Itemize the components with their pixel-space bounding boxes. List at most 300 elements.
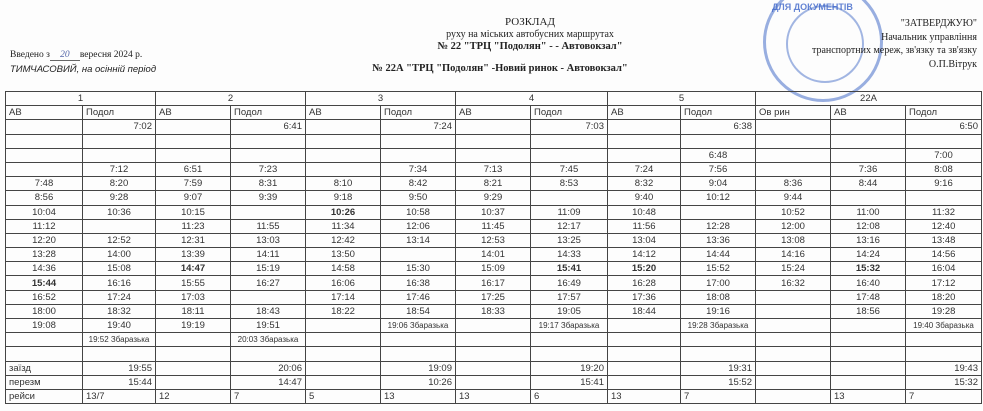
time-cell: 9:18 bbox=[306, 191, 381, 205]
table-row bbox=[6, 304, 982, 318]
time-cell: 7:12 bbox=[83, 162, 156, 176]
group-header: 4 bbox=[456, 92, 608, 106]
route-22a-title: № 22А "ТРЦ "Подолян" -Новий ринок - Автовокзал" bbox=[372, 63, 628, 74]
time-cell: 9:44 bbox=[756, 191, 831, 205]
time-cell: 9:28 bbox=[83, 191, 156, 205]
time-cell bbox=[381, 248, 456, 262]
table-row bbox=[6, 262, 982, 276]
time-cell: 8:08 bbox=[906, 162, 982, 176]
time-cell: 6:38 bbox=[681, 120, 756, 134]
time-cell: 12:28 bbox=[681, 219, 756, 233]
time-cell bbox=[381, 148, 456, 162]
summary-value: 15:41 bbox=[531, 375, 608, 389]
time-cell: 11:45 bbox=[456, 219, 531, 233]
summary-value: 6 bbox=[531, 389, 608, 403]
time-cell: 10:52 bbox=[756, 205, 831, 219]
time-cell: 12:06 bbox=[381, 219, 456, 233]
time-cell: 13:04 bbox=[608, 233, 681, 247]
summary-row bbox=[6, 389, 982, 403]
table-row bbox=[6, 177, 982, 191]
time-cell bbox=[608, 148, 681, 162]
time-cell bbox=[906, 347, 982, 361]
time-cell bbox=[156, 347, 231, 361]
summary-value: 13 bbox=[831, 389, 906, 403]
column-header: АВ bbox=[608, 106, 681, 120]
column-header: Подол bbox=[83, 106, 156, 120]
time-cell: 16:27 bbox=[231, 276, 306, 290]
time-cell bbox=[608, 134, 681, 148]
time-cell: 17:00 bbox=[681, 276, 756, 290]
time-cell bbox=[306, 134, 381, 148]
time-cell: 15:19 bbox=[231, 262, 306, 276]
time-cell bbox=[906, 333, 982, 347]
time-cell: 13:14 bbox=[381, 233, 456, 247]
time-cell bbox=[608, 333, 681, 347]
time-cell: 17:25 bbox=[456, 290, 531, 304]
stamp-inner-ring bbox=[786, 5, 864, 83]
time-cell: 10:12 bbox=[681, 191, 756, 205]
time-cell: 6:41 bbox=[231, 120, 306, 134]
time-cell: 17:48 bbox=[831, 290, 906, 304]
time-cell: 14:16 bbox=[756, 248, 831, 262]
handwritten-day: 20 bbox=[50, 50, 80, 61]
column-header: АВ bbox=[6, 106, 83, 120]
time-cell: 17:46 bbox=[381, 290, 456, 304]
time-cell: 11:32 bbox=[906, 205, 982, 219]
time-cell: 14:33 bbox=[531, 248, 608, 262]
time-cell: 16:49 bbox=[531, 276, 608, 290]
group-header: 2 bbox=[156, 92, 306, 106]
time-cell: 13:28 bbox=[6, 248, 83, 262]
time-cell bbox=[231, 347, 306, 361]
time-cell: 16:16 bbox=[83, 276, 156, 290]
approve-position-1: Начальник управління bbox=[881, 32, 977, 43]
time-cell bbox=[156, 134, 231, 148]
time-cell bbox=[456, 347, 531, 361]
time-cell: 14:00 bbox=[83, 248, 156, 262]
time-cell: 12:08 bbox=[831, 219, 906, 233]
summary-label: перезм bbox=[6, 375, 83, 389]
time-cell: 9:16 bbox=[906, 177, 982, 191]
time-cell: 15:09 bbox=[456, 262, 531, 276]
time-cell: 11:55 bbox=[231, 219, 306, 233]
time-cell: 15:30 bbox=[381, 262, 456, 276]
stamp-text: ДЛЯ ДОКУМЕНТІВ bbox=[772, 2, 853, 12]
summary-value: 7 bbox=[906, 389, 982, 403]
time-cell: 11:56 bbox=[608, 219, 681, 233]
time-cell: 19:19 bbox=[156, 319, 231, 333]
column-header: АВ bbox=[831, 106, 906, 120]
summary-value: 13 bbox=[456, 389, 531, 403]
time-cell: 12:40 bbox=[906, 219, 982, 233]
time-cell bbox=[456, 120, 531, 134]
group-header: 3 bbox=[306, 92, 456, 106]
time-cell: 12:20 bbox=[6, 233, 83, 247]
temporary-note: ТИМЧАСОВИЙ, на осінній період bbox=[10, 64, 157, 75]
table-row bbox=[6, 290, 982, 304]
time-cell: 12:31 bbox=[156, 233, 231, 247]
time-cell bbox=[831, 333, 906, 347]
time-cell: 17:03 bbox=[156, 290, 231, 304]
time-cell: 10:26 bbox=[306, 205, 381, 219]
summary-value bbox=[306, 361, 381, 375]
time-cell: 7:24 bbox=[608, 162, 681, 176]
time-cell bbox=[531, 134, 608, 148]
time-cell: 16:04 bbox=[906, 262, 982, 276]
summary-value: 13 bbox=[381, 389, 456, 403]
time-cell bbox=[381, 347, 456, 361]
group-header-row bbox=[6, 92, 982, 106]
approve-heading: "ЗАТВЕРДЖУЮ" bbox=[900, 18, 977, 29]
time-cell: 12:17 bbox=[531, 219, 608, 233]
time-cell bbox=[83, 219, 156, 233]
time-cell: 16:38 bbox=[381, 276, 456, 290]
summary-value bbox=[306, 375, 381, 389]
time-cell: 14:47 bbox=[156, 262, 231, 276]
column-header: Подол bbox=[231, 106, 306, 120]
time-cell bbox=[6, 162, 83, 176]
time-cell bbox=[756, 304, 831, 318]
time-cell: 10:36 bbox=[83, 205, 156, 219]
summary-value bbox=[831, 361, 906, 375]
time-cell: 15:52 bbox=[681, 262, 756, 276]
time-cell: 12:53 bbox=[456, 233, 531, 247]
column-header: Подол bbox=[906, 106, 982, 120]
time-cell bbox=[906, 191, 982, 205]
summary-value bbox=[756, 389, 831, 403]
summary-value: 12 bbox=[156, 389, 231, 403]
time-cell: 15:55 bbox=[156, 276, 231, 290]
time-cell: 14:56 bbox=[906, 248, 982, 262]
time-cell: 14:36 bbox=[6, 262, 83, 276]
time-cell bbox=[831, 319, 906, 333]
time-cell: 19:40 Збаразька bbox=[906, 319, 982, 333]
summary-value bbox=[756, 361, 831, 375]
doc-subtitle: руху на міських автобусних маршрутах bbox=[446, 29, 614, 40]
time-cell bbox=[83, 347, 156, 361]
time-cell bbox=[306, 319, 381, 333]
group-header: 5 bbox=[608, 92, 756, 106]
time-cell: 19:51 bbox=[231, 319, 306, 333]
time-cell: 8:32 bbox=[608, 177, 681, 191]
time-cell: 13:39 bbox=[156, 248, 231, 262]
time-cell: 8:36 bbox=[756, 177, 831, 191]
time-cell bbox=[756, 134, 831, 148]
time-cell bbox=[156, 120, 231, 134]
time-cell: 18:08 bbox=[681, 290, 756, 304]
table-row bbox=[6, 276, 982, 290]
time-cell: 18:11 bbox=[156, 304, 231, 318]
column-header: АВ bbox=[156, 106, 231, 120]
column-header: Ов рин bbox=[756, 106, 831, 120]
time-cell: 18:56 bbox=[831, 304, 906, 318]
time-cell: 8:21 bbox=[456, 177, 531, 191]
summary-row bbox=[6, 361, 982, 375]
time-cell bbox=[681, 205, 756, 219]
time-cell: 19:28 bbox=[906, 304, 982, 318]
time-cell: 13:03 bbox=[231, 233, 306, 247]
time-cell: 19:40 bbox=[83, 319, 156, 333]
time-cell: 12:52 bbox=[83, 233, 156, 247]
doc-title: РОЗКЛАД bbox=[505, 16, 555, 28]
summary-value: 15:44 bbox=[83, 375, 156, 389]
time-cell bbox=[306, 120, 381, 134]
summary-value bbox=[608, 375, 681, 389]
time-cell: 6:48 bbox=[681, 148, 756, 162]
time-cell bbox=[6, 347, 83, 361]
summary-value: 5 bbox=[306, 389, 381, 403]
time-cell: 14:11 bbox=[231, 248, 306, 262]
time-cell: 13:36 bbox=[681, 233, 756, 247]
time-cell bbox=[608, 319, 681, 333]
time-cell bbox=[831, 120, 906, 134]
time-cell bbox=[381, 134, 456, 148]
time-cell bbox=[831, 191, 906, 205]
time-cell bbox=[456, 148, 531, 162]
time-cell bbox=[531, 347, 608, 361]
time-cell bbox=[756, 333, 831, 347]
time-cell: 8:53 bbox=[531, 177, 608, 191]
time-cell: 7:00 bbox=[906, 148, 982, 162]
time-cell: 7:03 bbox=[531, 120, 608, 134]
time-cell: 7:59 bbox=[156, 177, 231, 191]
time-cell: 18:33 bbox=[456, 304, 531, 318]
time-cell bbox=[381, 333, 456, 347]
time-cell bbox=[231, 148, 306, 162]
table-row bbox=[6, 319, 982, 333]
summary-value: 13/7 bbox=[83, 389, 156, 403]
summary-value: 19:20 bbox=[531, 361, 608, 375]
time-cell bbox=[83, 148, 156, 162]
time-cell bbox=[456, 319, 531, 333]
time-cell: 7:56 bbox=[681, 162, 756, 176]
time-cell bbox=[6, 148, 83, 162]
time-cell: 14:58 bbox=[306, 262, 381, 276]
time-cell: 13:16 bbox=[831, 233, 906, 247]
time-cell: 7:24 bbox=[381, 120, 456, 134]
table-row bbox=[6, 134, 982, 148]
time-cell bbox=[831, 148, 906, 162]
time-cell: 7:13 bbox=[456, 162, 531, 176]
summary-value bbox=[156, 361, 231, 375]
time-cell: 11:12 bbox=[6, 219, 83, 233]
schedule-table bbox=[5, 91, 982, 404]
summary-row bbox=[6, 375, 982, 389]
summary-value bbox=[756, 375, 831, 389]
time-cell bbox=[531, 333, 608, 347]
time-cell bbox=[608, 347, 681, 361]
time-cell bbox=[831, 347, 906, 361]
time-cell bbox=[681, 333, 756, 347]
time-cell: 7:45 bbox=[531, 162, 608, 176]
summary-value: 19:55 bbox=[83, 361, 156, 375]
table-row bbox=[6, 347, 982, 361]
time-cell: 13:48 bbox=[906, 233, 982, 247]
time-cell bbox=[756, 347, 831, 361]
time-cell: 12:42 bbox=[306, 233, 381, 247]
time-cell: 13:50 bbox=[306, 248, 381, 262]
time-cell bbox=[681, 134, 756, 148]
time-cell: 7:36 bbox=[831, 162, 906, 176]
time-cell: 7:02 bbox=[83, 120, 156, 134]
summary-value: 13 bbox=[608, 389, 681, 403]
column-header: АВ bbox=[456, 106, 531, 120]
time-cell: 13:08 bbox=[756, 233, 831, 247]
time-cell bbox=[6, 120, 83, 134]
time-cell: 6:51 bbox=[156, 162, 231, 176]
time-cell: 12:00 bbox=[756, 219, 831, 233]
time-cell: 8:10 bbox=[306, 177, 381, 191]
summary-value: 10:26 bbox=[381, 375, 456, 389]
time-cell: 8:56 bbox=[6, 191, 83, 205]
time-cell: 15:08 bbox=[83, 262, 156, 276]
time-cell bbox=[156, 148, 231, 162]
first-departure-row bbox=[6, 120, 982, 134]
time-cell: 13:25 bbox=[531, 233, 608, 247]
summary-value bbox=[456, 361, 531, 375]
summary-value bbox=[456, 375, 531, 389]
summary-label: заїзд bbox=[6, 361, 83, 375]
time-cell: 19:16 bbox=[681, 304, 756, 318]
summary-value: 20:06 bbox=[231, 361, 306, 375]
time-cell: 18:22 bbox=[306, 304, 381, 318]
time-cell bbox=[6, 333, 83, 347]
time-cell: 18:44 bbox=[608, 304, 681, 318]
time-cell bbox=[306, 347, 381, 361]
time-cell: 7:48 bbox=[6, 177, 83, 191]
time-cell: 14:24 bbox=[831, 248, 906, 262]
time-cell bbox=[906, 134, 982, 148]
time-cell: 14:01 bbox=[456, 248, 531, 262]
time-cell: 11:00 bbox=[831, 205, 906, 219]
time-cell: 9:04 bbox=[681, 177, 756, 191]
time-cell: 16:28 bbox=[608, 276, 681, 290]
time-cell: 9:50 bbox=[381, 191, 456, 205]
time-cell: 11:34 bbox=[306, 219, 381, 233]
effective-date bbox=[10, 50, 142, 61]
time-cell: 17:57 bbox=[531, 290, 608, 304]
time-cell: 17:24 bbox=[83, 290, 156, 304]
group-header: 22А bbox=[756, 92, 982, 106]
time-cell: 9:40 bbox=[608, 191, 681, 205]
table-row bbox=[6, 333, 982, 347]
time-cell: 8:44 bbox=[831, 177, 906, 191]
time-cell: 10:04 bbox=[6, 205, 83, 219]
time-cell bbox=[231, 134, 306, 148]
time-cell: 15:44 bbox=[6, 276, 83, 290]
summary-value bbox=[156, 375, 231, 389]
column-header: Подол bbox=[531, 106, 608, 120]
intro-prefix: Введено з bbox=[10, 50, 50, 60]
time-cell bbox=[6, 134, 83, 148]
time-cell: 14:44 bbox=[681, 248, 756, 262]
summary-value: 7 bbox=[231, 389, 306, 403]
summary-value: 14:47 bbox=[231, 375, 306, 389]
time-cell: 8:31 bbox=[231, 177, 306, 191]
time-cell: 14:12 bbox=[608, 248, 681, 262]
table-row bbox=[6, 233, 982, 247]
time-cell bbox=[531, 148, 608, 162]
time-cell: 18:00 bbox=[6, 304, 83, 318]
time-cell bbox=[756, 162, 831, 176]
summary-value: 15:32 bbox=[906, 375, 982, 389]
time-cell bbox=[756, 148, 831, 162]
table-row bbox=[6, 148, 982, 162]
time-cell: 17:12 bbox=[906, 276, 982, 290]
route-22-title: № 22 "ТРЦ "Подолян" - - Автовокзал" bbox=[437, 41, 623, 52]
time-cell: 16:52 bbox=[6, 290, 83, 304]
time-cell bbox=[681, 347, 756, 361]
summary-value: 15:52 bbox=[681, 375, 756, 389]
time-cell bbox=[456, 333, 531, 347]
time-cell: 8:20 bbox=[83, 177, 156, 191]
time-cell: 17:14 bbox=[306, 290, 381, 304]
subheader-row bbox=[6, 106, 982, 120]
table-row bbox=[6, 219, 982, 233]
time-cell bbox=[608, 120, 681, 134]
time-cell: 19:28 Збаразька bbox=[681, 319, 756, 333]
time-cell: 15:41 bbox=[531, 262, 608, 276]
summary-value: 19:09 bbox=[381, 361, 456, 375]
time-cell: 16:40 bbox=[831, 276, 906, 290]
time-cell: 10:15 bbox=[156, 205, 231, 219]
table-row bbox=[6, 205, 982, 219]
time-cell: 7:23 bbox=[231, 162, 306, 176]
column-header: Подол bbox=[381, 106, 456, 120]
time-cell: 15:24 bbox=[756, 262, 831, 276]
time-cell bbox=[531, 191, 608, 205]
time-cell: 6:50 bbox=[906, 120, 982, 134]
time-cell bbox=[156, 333, 231, 347]
time-cell: 11:09 bbox=[531, 205, 608, 219]
table-row bbox=[6, 248, 982, 262]
approve-position-2: транспортних мереж, зв'язку та зв'язку bbox=[811, 45, 977, 56]
time-cell: 18:20 bbox=[906, 290, 982, 304]
table-row bbox=[6, 162, 982, 176]
time-cell: 18:32 bbox=[83, 304, 156, 318]
time-cell: 19:08 bbox=[6, 319, 83, 333]
time-cell: 18:43 bbox=[231, 304, 306, 318]
summary-value: 19:31 bbox=[681, 361, 756, 375]
table-row bbox=[6, 191, 982, 205]
time-cell: 19:05 bbox=[531, 304, 608, 318]
time-cell bbox=[456, 134, 531, 148]
time-cell bbox=[306, 333, 381, 347]
time-cell: 15:32 bbox=[831, 262, 906, 276]
time-cell bbox=[231, 205, 306, 219]
time-cell: 16:06 bbox=[306, 276, 381, 290]
time-cell: 9:07 bbox=[156, 191, 231, 205]
time-cell: 9:29 bbox=[456, 191, 531, 205]
time-cell bbox=[306, 162, 381, 176]
summary-label: рейси bbox=[6, 389, 83, 403]
time-cell: 18:54 bbox=[381, 304, 456, 318]
column-header: Подол bbox=[681, 106, 756, 120]
time-cell bbox=[306, 148, 381, 162]
time-cell: 7:34 bbox=[381, 162, 456, 176]
summary-value bbox=[831, 375, 906, 389]
summary-value bbox=[608, 361, 681, 375]
time-cell bbox=[83, 134, 156, 148]
time-cell: 17:36 bbox=[608, 290, 681, 304]
intro-suffix: вересня 2024 р. bbox=[79, 50, 143, 60]
time-cell: 10:48 bbox=[608, 205, 681, 219]
time-cell bbox=[831, 134, 906, 148]
time-cell: 19:06 Збаразька bbox=[381, 319, 456, 333]
time-cell: 11:23 bbox=[156, 219, 231, 233]
column-header: АВ bbox=[306, 106, 381, 120]
time-cell: 16:17 bbox=[456, 276, 531, 290]
